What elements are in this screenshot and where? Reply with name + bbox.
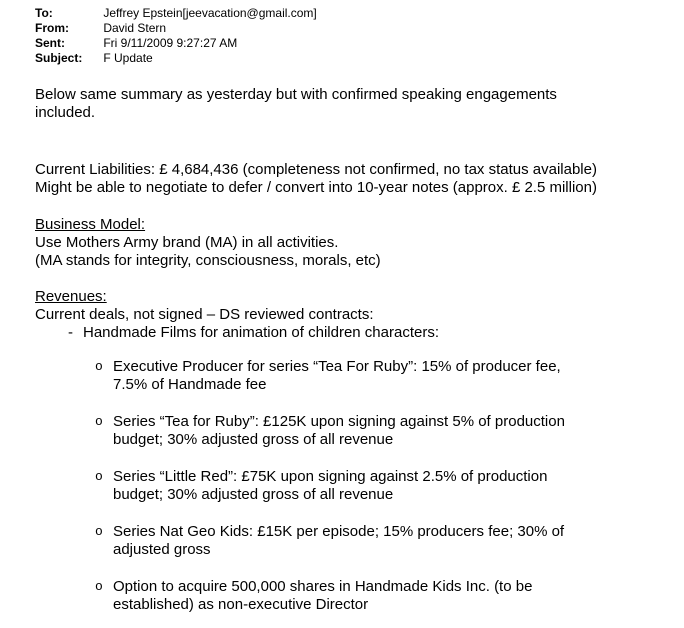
email-header-block — [35, 6, 684, 66]
header-row-to — [35, 6, 684, 21]
intro-line-2: included. — [35, 104, 96, 121]
bullet-text: Series “Little Red”: £75K upon signing against 2.5% of production budget; 30% adjusted gross of all revenue — [113, 468, 548, 503]
intro-paragraph — [35, 86, 684, 122]
revenues-lead: Current deals, not signed – DS reviewed contracts: — [35, 306, 374, 323]
list-item — [95, 578, 684, 614]
bullet-text: Series “Tea for Ruby”: £125K upon signing against 5% of production budget; 30% adjusted gross of all revenue — [113, 413, 565, 448]
list-item — [95, 413, 684, 449]
email-body — [35, 86, 684, 614]
liabilities-paragraph — [35, 161, 684, 197]
business-model-line-2: (MA stands for integrity, consciousness, morals, etc) — [35, 252, 381, 269]
header-value-sent: Fri 9/11/2009 9:27:27 AM — [103, 36, 238, 50]
circle-bullet-icon: o — [95, 359, 103, 374]
dash-list-item — [68, 324, 684, 342]
bullet-text: Option to acquire 500,000 shares in Handmade Kids Inc. (to be established) as non-executive Director — [113, 578, 533, 613]
revenues-heading: Revenues: — [35, 288, 107, 305]
header-value-subject: F Update — [103, 51, 153, 65]
circle-bullet-icon: o — [95, 524, 103, 539]
header-label-subject: Subject: — [35, 51, 83, 65]
dash-bullet-icon: - — [68, 324, 73, 341]
header-row-subject — [35, 51, 684, 66]
list-item — [95, 358, 684, 394]
liabilities-line-1: Current Liabilities: £ 4,684,436 (completeness not confirmed, no tax status available) — [35, 161, 597, 178]
bullet-text: Series Nat Geo Kids: £15K per episode; 15% producers fee; 30% of adjusted gross — [113, 523, 565, 558]
bullet-list — [35, 358, 684, 614]
business-model-section — [35, 216, 684, 270]
header-label-from: From: — [35, 21, 69, 35]
header-row-sent — [35, 36, 684, 51]
circle-bullet-icon: o — [95, 414, 103, 429]
circle-bullet-icon: o — [95, 579, 103, 594]
circle-bullet-icon: o — [95, 469, 103, 484]
header-value-from: David Stern — [103, 21, 167, 35]
header-value-to: Jeffrey Epstein[jeevacation@gmail.com] — [103, 6, 317, 20]
header-row-from — [35, 21, 684, 36]
intro-line-1: Below same summary as yesterday but with confirmed speaking engagements — [35, 86, 557, 103]
liabilities-line-2: Might be able to negotiate to defer / convert into 10-year notes (approx. £ 2.5 million) — [35, 179, 597, 196]
list-item — [95, 468, 684, 504]
revenues-section — [35, 288, 684, 614]
header-label-sent: Sent: — [35, 36, 65, 50]
dash-item-text: Handmade Films for animation of children characters: — [83, 324, 439, 341]
bullet-text: Executive Producer for series “Tea For Ruby”: 15% of producer fee, 7.5% of Handmade fee — [113, 358, 561, 393]
business-model-line-1: Use Mothers Army brand (MA) in all activities. — [35, 234, 339, 251]
list-item — [95, 523, 684, 559]
header-label-to: To: — [35, 6, 53, 20]
business-model-heading: Business Model: — [35, 216, 146, 233]
